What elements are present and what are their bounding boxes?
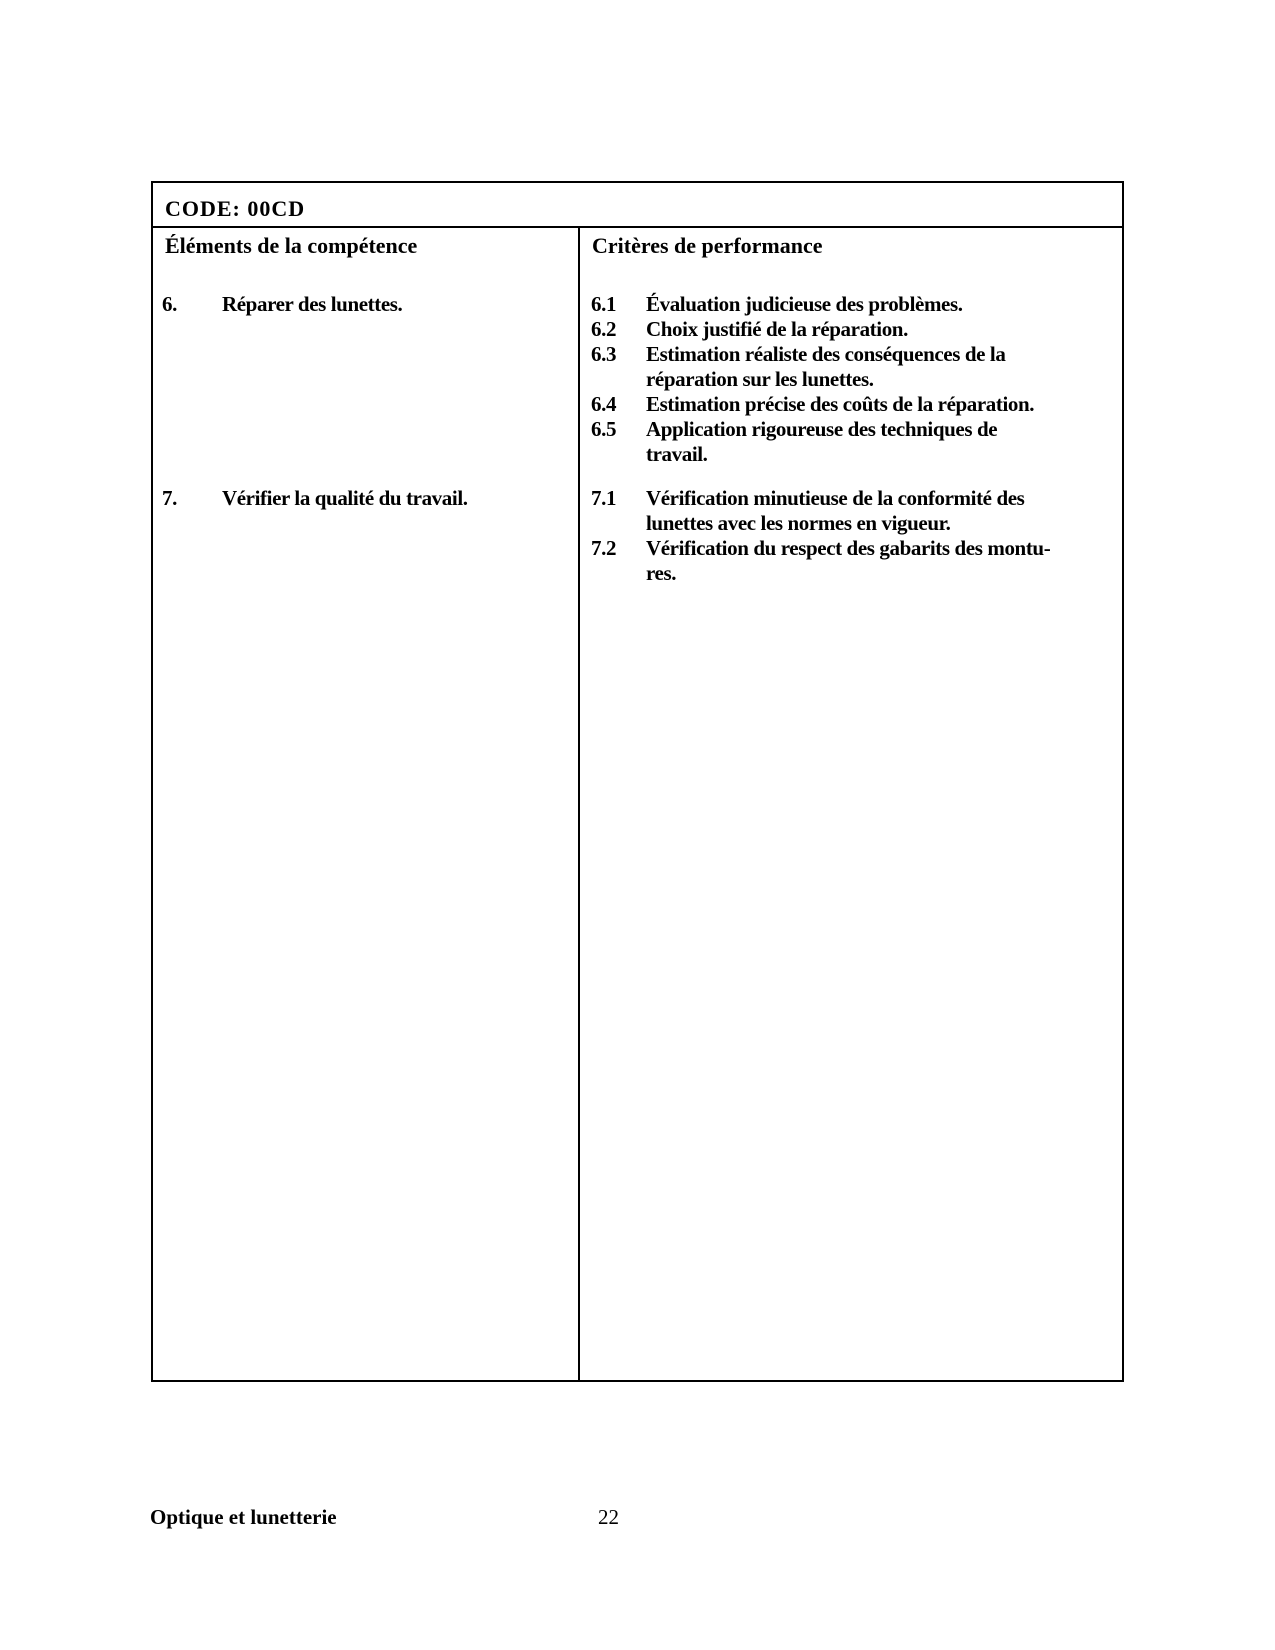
criteria-text: Application rigoureuse des techniques de travail. xyxy=(646,417,998,466)
criteria-text: Vérification minutieuse de la conformité des lunettes avec les normes en vigueur. xyxy=(646,486,1025,535)
elements-column-header: Éléments de la compétence xyxy=(165,233,418,258)
criteria-number: 7.2 xyxy=(591,536,617,560)
element-item-7 xyxy=(153,486,578,511)
criteria-number: 6.4 xyxy=(591,392,617,416)
competence-table xyxy=(151,181,1124,1382)
criteria-column xyxy=(580,228,1122,1380)
criteria-text: Vérification du respect des gabarits des montu- res. xyxy=(646,536,1051,585)
criteria-item-6-1 xyxy=(580,292,1122,317)
criteria-item-6-3 xyxy=(580,342,1122,392)
criteria-text: Estimation réaliste des conséquences de la réparation sur les lunettes. xyxy=(646,342,1006,391)
criteria-item-6-2 xyxy=(580,317,1122,342)
element-text: Réparer des lunettes. xyxy=(222,292,403,316)
criteria-item-7-1 xyxy=(580,486,1122,536)
footer-page-number: 22 xyxy=(598,1505,619,1529)
criteria-text: Choix justifié de la réparation. xyxy=(646,317,908,341)
code-row xyxy=(153,183,1122,228)
criteria-text: Évaluation judicieuse des problèmes. xyxy=(646,292,963,316)
criteria-number: 6.2 xyxy=(591,317,617,341)
code-label: CODE: 00CD xyxy=(165,196,306,221)
criteria-item-6-5 xyxy=(580,417,1122,467)
criteria-item-7-2 xyxy=(580,536,1122,586)
criteria-column-header: Critères de performance xyxy=(592,233,823,258)
footer-document-title: Optique et lunetterie xyxy=(150,1505,337,1529)
element-number: 6. xyxy=(162,292,177,316)
criteria-number: 6.5 xyxy=(591,417,617,441)
criteria-number: 6.3 xyxy=(591,342,617,366)
table-body-row xyxy=(153,228,1122,1380)
elements-column xyxy=(153,228,580,1380)
criteria-number: 6.1 xyxy=(591,292,617,316)
criteria-number: 7.1 xyxy=(591,486,617,510)
criteria-group-6 xyxy=(580,292,1122,467)
criteria-group-7 xyxy=(580,486,1122,586)
criteria-item-6-4 xyxy=(580,392,1122,417)
element-item-6 xyxy=(153,292,578,317)
criteria-text: Estimation précise des coûts de la réparation. xyxy=(646,392,1035,416)
element-number: 7. xyxy=(162,486,177,510)
element-text: Vérifier la qualité du travail. xyxy=(222,486,468,510)
